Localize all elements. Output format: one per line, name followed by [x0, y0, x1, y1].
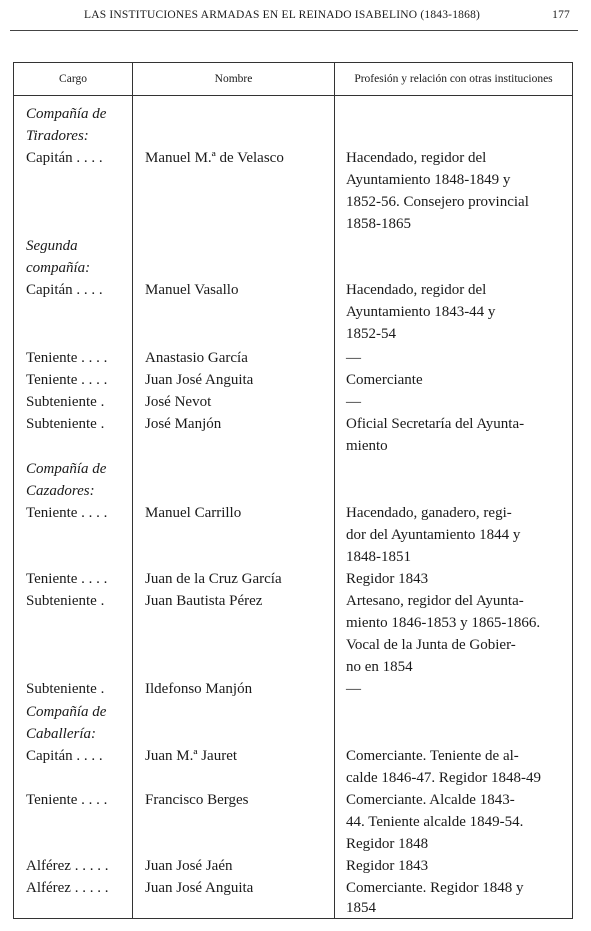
profesion-line: dor del Ayuntamiento 1844 y: [346, 527, 521, 543]
column-divider: [334, 63, 335, 95]
profesion-line: 1852-56. Consejero provincial: [346, 194, 529, 210]
cargo-cell: Subteniente .: [26, 416, 105, 432]
cargo-cell: Capitán . . . .: [26, 282, 103, 298]
profesion-line: Regidor 1843: [346, 858, 429, 874]
cargo-cell: Subteniente .: [26, 394, 105, 410]
nombre-cell: José Manjón: [145, 416, 222, 432]
profesion-line: Comerciante. Alcalde 1843-: [346, 792, 515, 808]
group-title-line: Compañía de: [26, 106, 107, 122]
nombre-cell: Juan M.ª Jauret: [145, 748, 238, 764]
cargo-cell: Subteniente .: [26, 593, 105, 609]
table-body: [14, 96, 572, 918]
header-nombre: Nombre: [214, 73, 253, 85]
profesion-line: calde 1846-47. Regidor 1848-49: [346, 770, 541, 786]
group-title-line: Caballería:: [26, 726, 96, 742]
profesion-line: Ayuntamiento 1848-1849 y: [346, 172, 511, 188]
profesion-line: Hacendado, regidor del: [346, 282, 487, 298]
group-title-line: Compañía de: [26, 461, 107, 477]
cargo-cell: Teniente . . . .: [26, 505, 108, 521]
profesion-line: Ayuntamiento 1843-44 y: [346, 304, 496, 320]
nombre-cell: Manuel Carrillo: [145, 505, 242, 521]
profesion-line: miento: [346, 438, 388, 454]
nombre-cell: Juan José Jaén: [145, 858, 233, 874]
cargo-cell: Subteniente .: [26, 681, 105, 697]
header-rule: [10, 30, 578, 31]
nombre-cell: Juan Bautista Pérez: [145, 593, 263, 609]
group-title-line: compañía:: [26, 260, 91, 276]
group-title-line: Cazadores:: [26, 483, 95, 499]
profesion-line: Hacendado, regidor del: [346, 150, 487, 166]
cargo-cell: Capitán . . . .: [26, 748, 103, 764]
profesion-line: 1858-1865: [346, 216, 411, 232]
page-number: 177: [552, 9, 570, 21]
profesion-line: Comerciante. Teniente de al-: [346, 748, 519, 764]
cargo-cell: Alférez . . . . .: [26, 880, 109, 896]
profesion-line: 1852-54: [346, 326, 396, 342]
cargo-cell: Teniente . . . .: [26, 571, 108, 587]
profesion-line: 1848-1851: [346, 549, 411, 565]
column-divider: [334, 96, 335, 918]
nombre-cell: José Nevot: [145, 394, 212, 410]
nombre-cell: Juan José Anguita: [145, 372, 254, 388]
profesion-line: Regidor 1843: [346, 571, 429, 587]
header-profesion: Profesión y relación con otras instituciones: [354, 73, 553, 85]
nombre-cell: Juan de la Cruz García: [145, 571, 282, 587]
cargo-cell: Teniente . . . .: [26, 350, 108, 366]
running-head-title: LAS INSTITUCIONES ARMADAS EN EL REINADO ISABELINO (1843-1868): [84, 9, 481, 21]
officers-table: [13, 62, 573, 919]
nombre-cell: Juan José Anguita: [145, 880, 254, 896]
profesion-line: 1854: [346, 900, 376, 916]
header-cargo: Cargo: [59, 73, 87, 85]
nombre-cell: Francisco Berges: [145, 792, 249, 808]
profesion-line: —: [346, 350, 361, 366]
group-title-line: Tiradores:: [26, 128, 89, 144]
nombre-cell: Anastasio García: [145, 350, 248, 366]
profesion-line: —: [346, 394, 361, 410]
cargo-cell: Capitán . . . .: [26, 150, 103, 166]
profesion-line: Hacendado, ganadero, regi-: [346, 505, 512, 521]
group-title-line: Compañía de: [26, 704, 107, 720]
nombre-cell: Manuel M.ª de Velasco: [145, 150, 284, 166]
column-divider: [132, 96, 133, 918]
table-header: [14, 63, 572, 96]
profesion-line: no en 1854: [346, 659, 413, 675]
profesion-line: Oficial Secretaría del Ayunta-: [346, 416, 525, 432]
profesion-line: 44. Teniente alcalde 1849-54.: [346, 814, 524, 830]
column-divider: [132, 63, 133, 95]
profesion-line: Vocal de la Junta de Gobier-: [346, 637, 516, 653]
group-title-line: Segunda: [26, 238, 78, 254]
cargo-cell: Teniente . . . .: [26, 792, 108, 808]
nombre-cell: Ildefonso Manjón: [145, 681, 253, 697]
nombre-cell: Manuel Vasallo: [145, 282, 239, 298]
profesion-line: miento 1846-1853 y 1865-1866.: [346, 615, 541, 631]
profesion-line: Comerciante: [346, 372, 423, 388]
cargo-cell: Alférez . . . . .: [26, 858, 109, 874]
profesion-line: —: [346, 681, 361, 697]
profesion-line: Regidor 1848: [346, 836, 429, 852]
cargo-cell: Teniente . . . .: [26, 372, 108, 388]
profesion-line: Comerciante. Regidor 1848 y: [346, 880, 524, 896]
profesion-line: Artesano, regidor del Ayunta-: [346, 593, 524, 609]
